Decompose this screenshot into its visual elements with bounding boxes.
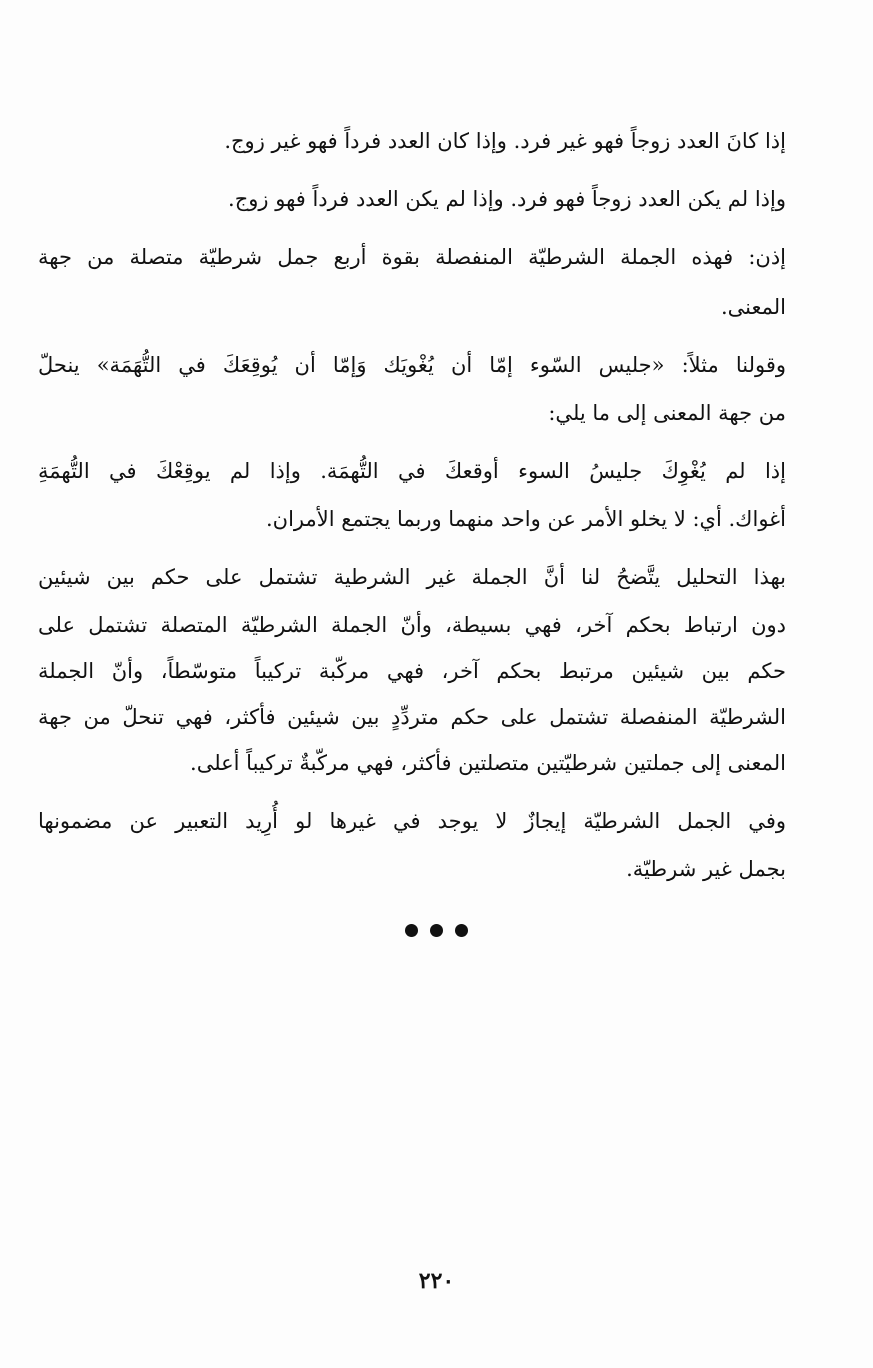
- page-number: ٢٢٠: [418, 1268, 455, 1294]
- text-line: حكم بين شيئين مرتبط بحكم آخر، فهي مركّبة تركيباً متوسّطاً، وأنّ الجملة: [38, 659, 786, 683]
- text-line: إذن: فهذه الجملة الشرطيّة المنفصلة بقوة أربع جمل شرطيّة متصلة من جهة: [38, 245, 786, 269]
- text-line: إذا لم يُغْوِكَ جليسُ السوء أوقعكَ في التُّهمَة. وإذا لم يوقِعْكَ في التُّهمَةِ: [38, 459, 786, 483]
- text-line: بهذا التحليل يتَّضحُ لنا أنَّ الجملة غير الشرطية تشتمل على حكم بين شيئين: [38, 565, 786, 589]
- text-line: وقولنا مثلاً: «جليس السّوء إمّا أن يُغْويَك وَإمّا أن يُوقِعَكَ في التُّهَمَة» ينحلّ: [38, 353, 786, 377]
- text-line: من جهة المعنى إلى ما يلي:: [548, 401, 786, 425]
- section-divider: [0, 924, 873, 937]
- text-line: وإذا لم يكن العدد زوجاً فهو فرد. وإذا لم يكن العدد فرداً فهو زوج.: [228, 187, 786, 211]
- text-line: إذا كانَ العدد زوجاً فهو غير فرد. وإذا كان العدد فرداً فهو غير زوج.: [224, 129, 786, 153]
- text-line: بجمل غير شرطيّة.: [626, 857, 786, 881]
- text-line: الشرطيّة المنفصلة تشتمل على حكم متردِّدٍ بين شيئين فأكثر، فهي تنحلّ من جهة: [38, 705, 786, 729]
- text-line: أغواك. أي: لا يخلو الأمر عن واحد منهما وربما يجتمع الأمران.: [265, 507, 786, 531]
- divider-dot-icon: [405, 924, 418, 937]
- divider-dot-icon: [430, 924, 443, 937]
- divider-dot-icon: [455, 924, 468, 937]
- text-line: المعنى إلى جملتين شرطيّتين متصلتين فأكثر، فهي مركّبةٌ تركيباً أعلى.: [190, 751, 786, 775]
- text-line: المعنى.: [720, 295, 786, 319]
- text-line: دون ارتباط بحكم آخر، فهي بسيطة، وأنّ الجملة الشرطيّة المتصلة تشتمل على: [38, 613, 786, 637]
- text-line: وفي الجمل الشرطيّة إيجازٌ لا يوجد في غيرها لو أُرِيد التعبير عن مضمونها: [38, 809, 786, 833]
